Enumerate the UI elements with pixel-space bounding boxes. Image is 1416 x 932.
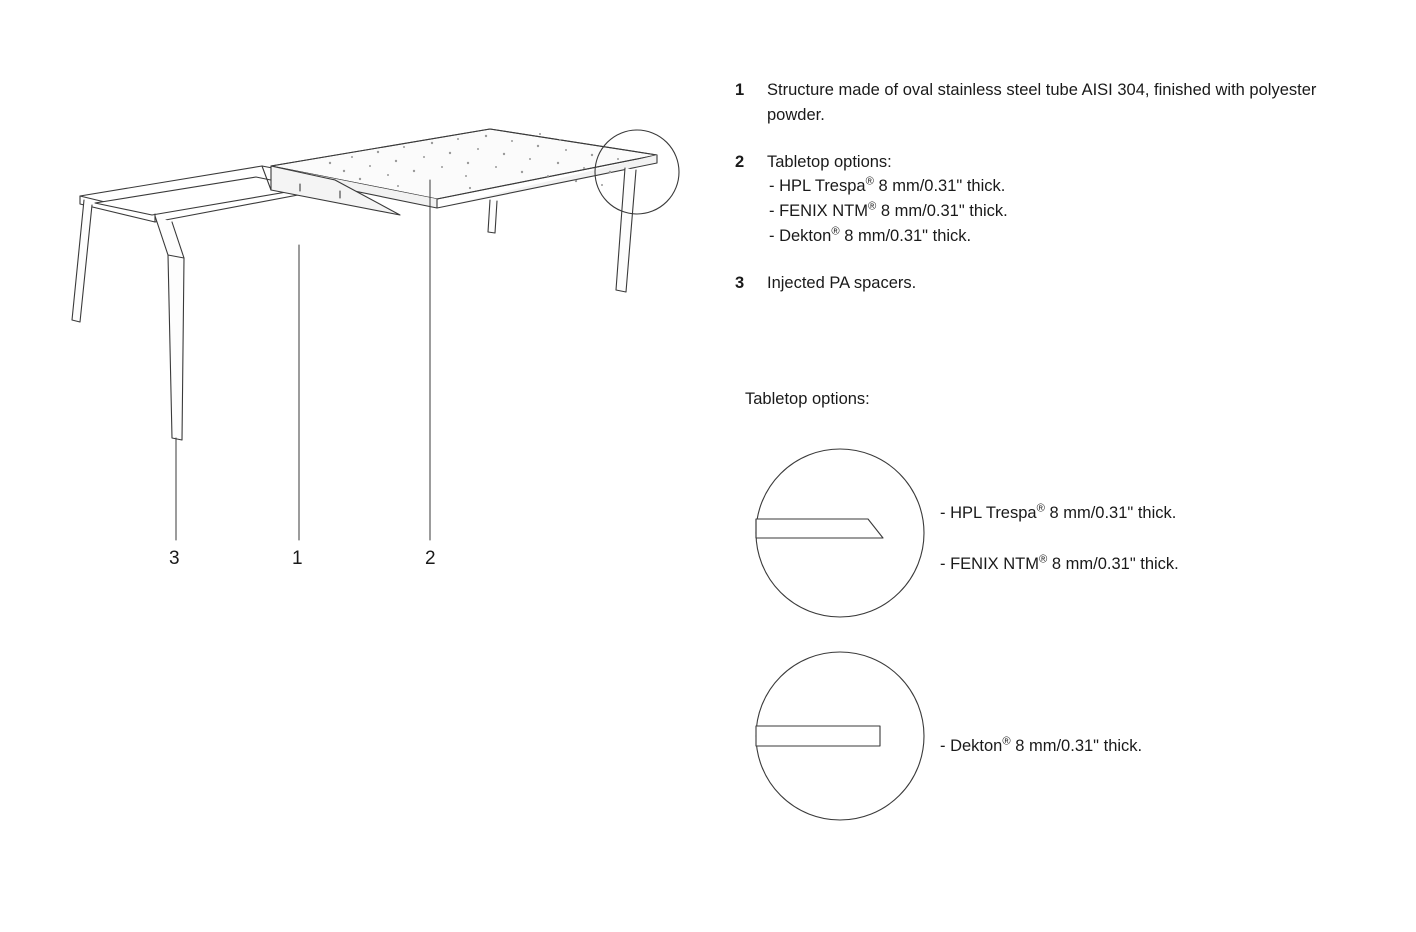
option-label-hpl: - HPL Trespa® 8 mm/0.31" thick. [940, 502, 1177, 522]
legend-sub-2-1: - HPL Trespa® 8 mm/0.31" thick. [769, 175, 1006, 196]
square-edge-detail-circle [750, 646, 930, 826]
table-illustration [0, 0, 700, 620]
bevelled-edge-labels [940, 501, 1179, 577]
legend-index-2: 2 [735, 152, 745, 171]
option-label-fenix: - FENIX NTM® 8 mm/0.31" thick. [940, 553, 1179, 573]
leg-rear-left [72, 200, 92, 322]
legend-sub-2-2: - FENIX NTM® 8 mm/0.31" thick. [769, 200, 1008, 220]
bevelled-edge-detail-circle [750, 443, 930, 623]
leg-inner [488, 200, 497, 233]
square-edge-labels [940, 734, 1142, 759]
legend-index-3: 3 [735, 273, 745, 292]
legend-item-2 [735, 150, 1335, 249]
legend-item-3 [735, 271, 1335, 296]
legend-sublist-2 [767, 174, 1335, 248]
options-section [745, 388, 1385, 411]
options-title: Tabletop options: [745, 390, 870, 408]
legend-list [735, 78, 1335, 295]
table-drawing [0, 0, 700, 620]
leg-rear-right [616, 168, 636, 292]
legend-item-1 [735, 78, 1335, 128]
legend-text-2-group [767, 150, 1335, 249]
callout-label-2: 2 [425, 548, 436, 569]
legend-text-3: Injected PA spacers. [767, 273, 917, 292]
option-label-dekton: - Dekton® 8 mm/0.31" thick. [940, 735, 1143, 755]
legend-text-2: Tabletop options: [767, 152, 892, 171]
callout-leaders [176, 180, 430, 540]
callout-label-3: 3 [169, 548, 180, 569]
legend-text-1: Structure made of oval stainless steel tube AISI 304, finished with polyester powder. [767, 81, 1317, 124]
legend-sub-2-3: - Dekton® 8 mm/0.31" thick. [769, 225, 972, 245]
callout-label-1: 1 [292, 548, 303, 569]
legend-index-1: 1 [735, 81, 745, 99]
leg-front-left [155, 216, 184, 440]
